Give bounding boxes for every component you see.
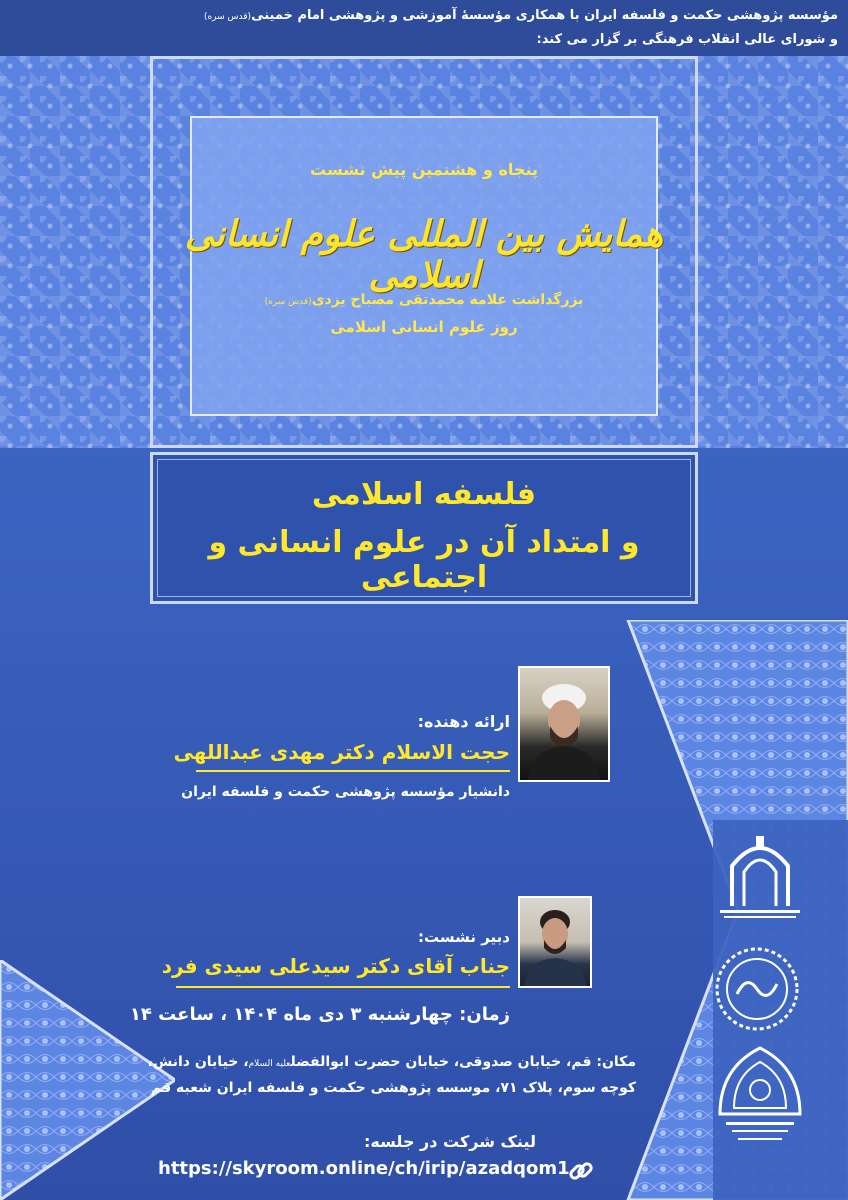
join-label: لینک شرکت در جلسه: [364,1132,536,1151]
left-ornament-panel [0,56,150,448]
secretary-silhouette [520,898,590,986]
presenter-underline [196,770,510,772]
place-line-1-b: ، خیابان دانش، [147,1054,249,1070]
hekmat-institute-logo [712,944,802,1034]
secretary-role: دبیر نشست: [417,928,510,946]
secretary-photo [518,896,592,988]
place-honorific: علیه السلام [248,1059,291,1069]
event-place-line-2: کوچه سوم، پلاک ۷۱، موسسه پژوهشی حکمت و فلسفه ایران شعبه قم [151,1080,636,1096]
subject-line-2: و امتداد آن در علوم انسانی و اجتماعی [208,525,640,595]
presenter-photo [518,666,610,782]
header-line-1 [8,8,838,23]
right-ornament-panel [698,56,848,448]
presenter-position: دانشیار مؤسسه پژوهشی حکمت و فلسفه ایران [181,784,510,800]
secretary-underline [176,986,510,988]
header-line-1-honorific: (قدس سره) [203,12,252,22]
link-icon[interactable] [568,1158,594,1184]
place-line-1-a: مکان: قم، خیابان صدوقی، خیابان حضرت ابوالفضل [290,1054,636,1070]
header-bar [0,0,848,64]
secretary-name: جناب آقای دکتر سیدعلی سیدی فرد [161,954,510,978]
title-pre: پنجاه و هشتمین پیش نشست [310,160,538,179]
event-time: زمان: چهارشنبه ۳ دی ماه ۱۴۰۴ ، ساعت ۱۴ [129,1004,510,1025]
imam-khomeini-institute-logo [712,826,808,926]
subject-line-1: فلسفه اسلامی [311,477,537,512]
header-line-2: و شورای عالی انقلاب فرهنگی بر گزار می کند: [536,32,838,47]
title-sub1-honorific: (قدس سره) [264,297,312,307]
header-line-1-text: مؤسسه پژوهشی حکمت و فلسفه ایران با همکاری مؤسسهٔ آموزشی و پژوهشی امام خمینی [251,8,838,23]
subject-box [150,452,698,604]
title-box [150,56,698,448]
title-sub2: روز علوم انسانی اسلامی [330,318,518,336]
title-main: همایش بین المللی علوم انسانی اسلامی [184,214,664,296]
left-bottom-ornament [0,960,175,1200]
event-place-line-1 [148,1054,636,1070]
presenter-name: حجت الاسلام دکتر مهدی عبداللهی [173,740,510,764]
title-sub1-text: بزرگداشت علامه محمدتقی مصباح یزدی [311,292,584,308]
presenter-silhouette [520,668,608,780]
cultural-revolution-council-logo [712,1044,808,1154]
presenter-role: ارائه دهنده: [417,712,510,731]
join-url[interactable]: https://skyroom.online/ch/irip/azadqom1 [158,1158,570,1179]
title-sub1 [150,292,698,308]
